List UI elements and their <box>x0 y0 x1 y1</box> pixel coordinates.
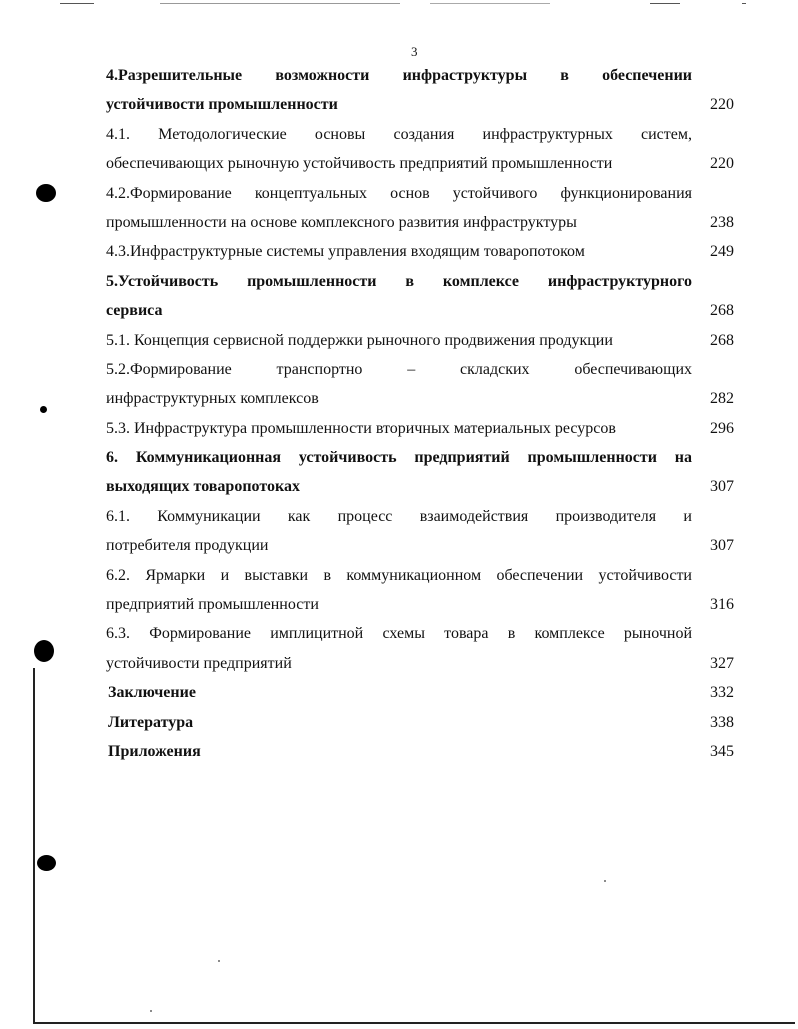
toc-entry-title-line <box>106 619 734 648</box>
punch-hole-mark <box>34 640 54 662</box>
toc-entry-last-line <box>106 149 734 178</box>
toc-entry-text: устойчивости предприятий <box>106 654 292 672</box>
scan-top-line <box>650 3 680 4</box>
toc-entry-text: 6. Коммуникационная устойчивость предприятий промышленности на <box>106 449 692 467</box>
toc-entry-text: 4.Разрешительные возможности инфраструктуры в обеспечении <box>106 67 692 84</box>
toc-entry-last-line <box>106 472 734 501</box>
toc-page-number: 307 <box>710 537 734 555</box>
toc-entry-last-line <box>106 384 734 413</box>
toc-entry-text: предприятий промышленности <box>106 596 319 614</box>
toc-page-number: 238 <box>710 213 734 231</box>
toc-page-number: 338 <box>710 713 734 731</box>
toc-entry-last-line <box>106 90 734 119</box>
toc-entry-text: 4.3.Инфраструктурные системы управления входящим товаропотоком <box>106 243 585 261</box>
toc-entry-text: сервиса <box>106 302 163 320</box>
toc-entry-title-line <box>106 355 734 384</box>
scan-border-left <box>33 668 35 1024</box>
toc-page-number: 268 <box>710 302 734 320</box>
toc-page-number: 345 <box>710 742 734 760</box>
toc-entry-text: инфраструктурных комплексов <box>106 390 319 408</box>
scan-top-line <box>60 3 94 4</box>
toc-entry-text: 6.3. Формирование имплицитной схемы товара в комплексе рыночной <box>106 625 692 643</box>
toc-page-number: 307 <box>710 478 734 496</box>
toc-entry-last-line <box>106 208 734 237</box>
toc-entry-text: потребителя продукции <box>106 537 269 555</box>
scan-border-bottom <box>33 1022 795 1024</box>
toc-entry-title-line <box>106 61 734 90</box>
toc-entry-last-line <box>106 296 734 325</box>
punch-hole-mark <box>36 184 56 202</box>
toc-page-number: 282 <box>710 390 734 408</box>
toc-entry-title-line <box>106 267 734 296</box>
scan-speck <box>604 880 606 882</box>
toc-entry-text: Приложения <box>108 742 201 760</box>
toc-page-number: 316 <box>710 596 734 614</box>
toc-entry-title-line <box>106 561 734 590</box>
toc-entry-text: выходящих товаропотоках <box>106 478 300 496</box>
toc-entry-text: 5.1. Концепция сервисной поддержки рыночного продвижения продукции <box>106 331 613 349</box>
toc-entry-text: 5.3. Инфраструктура промышленности вторичных материальных ресурсов <box>106 419 616 437</box>
toc-entry-text: 6.2. Ярмарки и выставки в коммуникационном обеспечении устойчивости <box>106 566 692 584</box>
toc-page-number: 327 <box>710 654 734 672</box>
toc-page-number: 220 <box>710 96 734 114</box>
page-number: 3 <box>411 44 418 59</box>
toc-entry-text: 4.1. Методологические основы создания инфраструктурных систем, <box>106 125 692 143</box>
scan-speck <box>150 1010 152 1012</box>
toc-entry-conclusion <box>106 678 734 707</box>
toc-entry-text: 5.Устойчивость промышленности в комплексе инфраструктурного <box>106 272 692 290</box>
toc-page-number: 220 <box>710 155 734 173</box>
toc-page-number: 296 <box>710 419 734 437</box>
toc-entry-title-line <box>106 443 734 472</box>
scan-top-line <box>430 3 550 4</box>
toc-page-number: 332 <box>710 684 734 702</box>
toc-entry-last-line <box>106 414 734 443</box>
toc-entry-text: обеспечивающих рыночную устойчивость предприятий промышленности <box>106 155 613 173</box>
toc-entry-text: 4.2.Формирование концептуальных основ устойчивого функционирования <box>106 184 692 202</box>
scan-top-line <box>742 3 746 4</box>
toc-entry-text: промышленности на основе комплексного развития инфраструктуры <box>106 213 577 231</box>
punch-hole-mark <box>40 406 47 413</box>
toc-entry-text: 5.2.Формирование транспортно – складских обеспечивающих <box>106 360 692 378</box>
toc-entry-last-line <box>106 649 734 678</box>
toc-entry-title-line <box>106 120 734 149</box>
scan-speck <box>218 960 220 962</box>
toc-entry-title-line <box>106 179 734 208</box>
toc-page-number: 268 <box>710 331 734 349</box>
toc-entry-title-line <box>106 502 734 531</box>
toc-entry-literature <box>106 708 734 737</box>
toc-entry-last-line <box>106 531 734 560</box>
toc-entry-text: устойчивости промышленности <box>106 96 338 114</box>
toc-entry-text: 6.1. Коммуникации как процесс взаимодействия производителя и <box>106 507 692 525</box>
toc-entry-text: Литература <box>108 713 194 731</box>
toc-entry-last-line <box>106 326 734 355</box>
punch-hole-mark <box>37 855 56 871</box>
toc-entry-last-line <box>106 237 734 266</box>
toc-page-number: 249 <box>710 243 734 261</box>
scan-top-line <box>160 3 400 4</box>
toc-entry-text: Заключение <box>108 684 196 702</box>
table-of-contents <box>106 61 734 766</box>
toc-entry-last-line <box>106 590 734 619</box>
toc-entry-appendices <box>106 737 734 766</box>
